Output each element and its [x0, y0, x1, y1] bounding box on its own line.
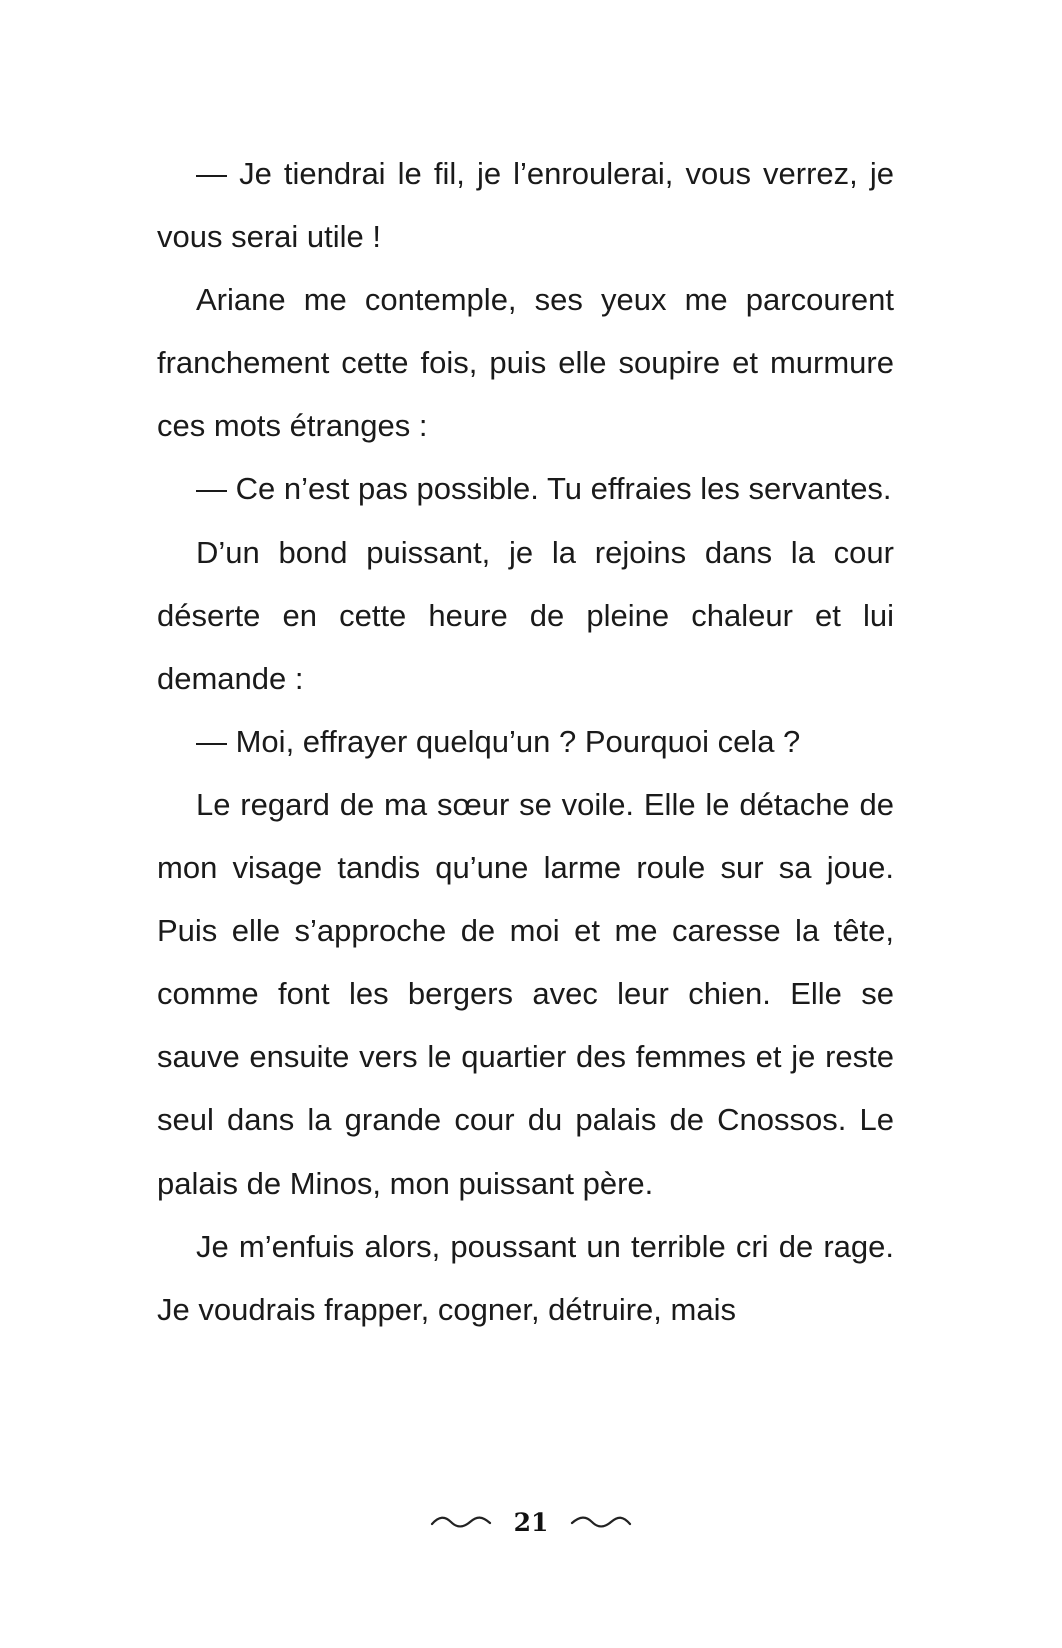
paragraph-4: D’un bond puissant, je la rejoins dans la cour déserte en cette heure de pleine chaleur et lui demande :	[157, 534, 894, 696]
paragraph-5: — Moi, effrayer quelqu’un ? Pourquoi cela ?	[196, 723, 801, 759]
paragraph-3: — Ce n’est pas possible. Tu effraies les servantes.	[196, 471, 892, 507]
page-footer	[0, 1502, 1062, 1542]
paragraph-2: Ariane me contemple, ses yeux me parcourent franchement cette fois, puis elle soupire et murmure ces mots étranges :	[157, 282, 894, 444]
wave-ornament-left-icon	[430, 1514, 492, 1530]
paragraph-7: Je m’enfuis alors, poussant un terrible cri de rage. Je voudrais frapper, cogner, détruire, mais	[157, 1228, 894, 1327]
paragraph-1: — Je tiendrai le fil, je l’enroulerai, vous verrez, je vous serai utile !	[157, 156, 894, 255]
page-body	[157, 142, 894, 1341]
wave-ornament-right-icon	[570, 1514, 632, 1530]
page-number: 21	[513, 1507, 549, 1537]
paragraph-6: Le regard de ma sœur se voile. Elle le détache de mon visage tandis qu’une larme roule sur sa joue. Puis elle s’approche de moi et me caresse la tête, comme font les bergers avec leur chien. Elle se sauve ensuite vers le quartier des femmes et je reste seul dans la grande cour du palais de Cnossos. Le palais de Minos, mon puissant père.	[157, 786, 894, 1201]
